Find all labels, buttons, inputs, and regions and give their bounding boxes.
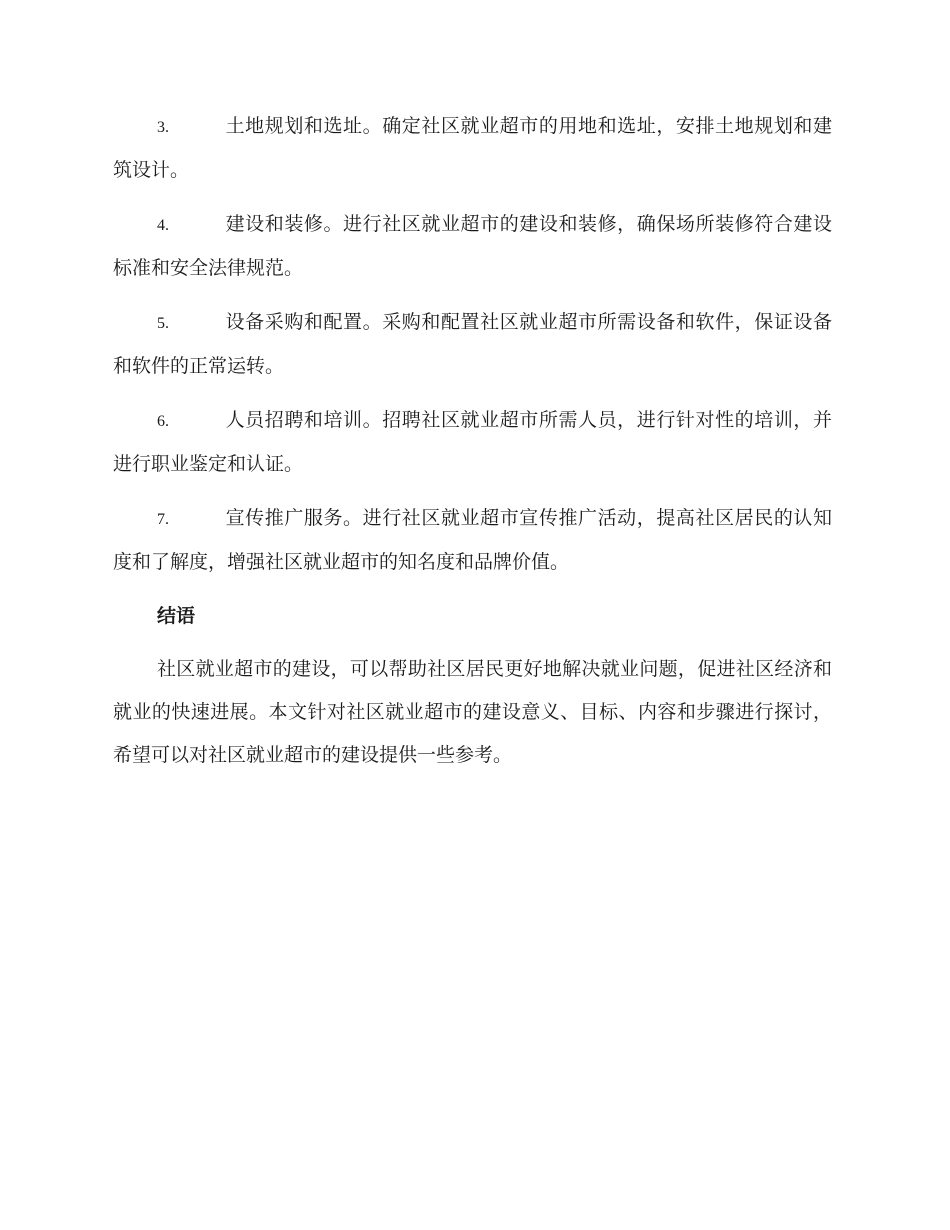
list-item-text: 土地规划和选址。确定社区就业超市的用地和选址，安排土地规划和建筑设计。 [113,115,832,181]
list-item-number: 5. [157,315,169,332]
list-item-number: 3. [157,119,169,136]
list-item-number: 6. [157,413,169,430]
list-item-text: 设备采购和配置。采购和配置社区就业超市所需设备和软件，保证设备和软件的正常运转。 [113,311,832,377]
list-item [113,105,832,192]
list-item-text: 人员招聘和培训。招聘社区就业超市所需人员，进行针对性的培训，并进行职业鉴定和认证。 [113,409,832,475]
list-item-number: 4. [157,217,169,234]
section-heading-conclusion: 结语 [157,605,196,627]
list-item-number: 7. [157,511,169,528]
list-item [113,497,832,584]
list-item [113,203,832,290]
list-item [113,301,832,388]
list-item-text: 宣传推广服务。进行社区就业超市宣传推广活动，提高社区居民的认知度和了解度，增强社区就业超市的知名度和品牌价值。 [113,507,832,573]
list-item-text: 建设和装修。进行社区就业超市的建设和装修，确保场所装修符合建设标准和安全法律规范。 [113,213,832,279]
list-item [113,399,832,486]
conclusion-paragraph: 社区就业超市的建设，可以帮助社区居民更好地解决就业问题，促进社区经济和就业的快速进展。本文针对社区就业超市的建设意义、目标、内容和步骤进行探讨，希望可以对社区就业超市的建设提供一些参考。 [113,658,832,766]
